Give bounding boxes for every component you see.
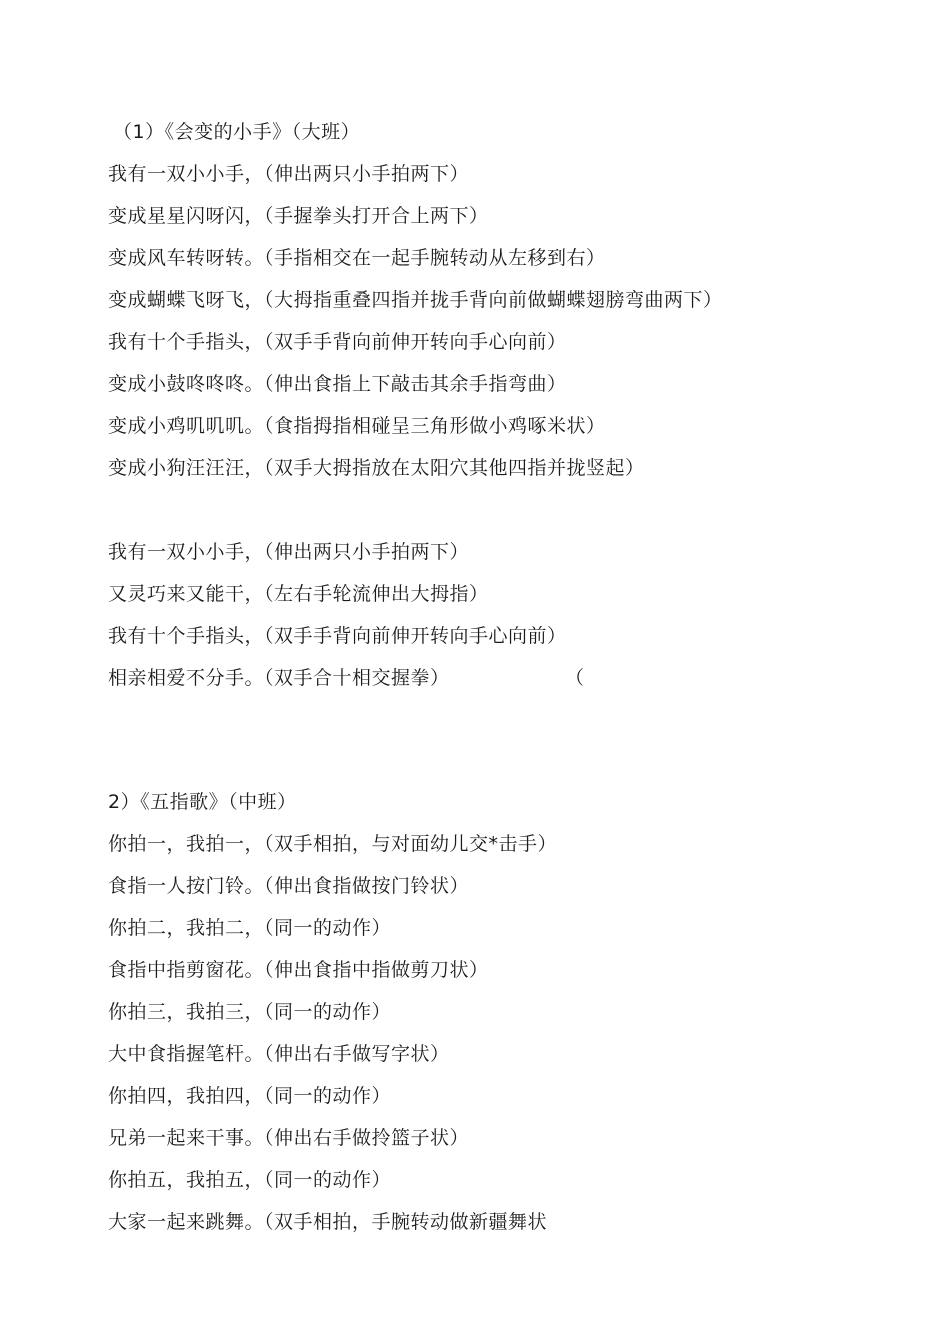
section2-line-7: 你拍四，我拍四，（同一的动作） (108, 1085, 392, 1107)
section2-line-10: 大家一起来跳舞。（双手相拍，手腕转动做新疆舞状 (108, 1211, 548, 1233)
section1-verse1-line-4: 变成蝴蝶飞呀飞，（大拇指重叠四指并拢手背向前做蝴蝶翅膀弯曲两下） (108, 289, 723, 311)
section1-verse1-line-6: 变成小鼓咚咚咚。（伸出食指上下敲击其余手指弯曲） (108, 373, 567, 395)
section2-line-5: 你拍三，我拍三，（同一的动作） (108, 1001, 392, 1023)
section1-verse1-line-8: 变成小狗汪汪汪，（双手大拇指放在太阳穴其他四指并拢竖起） (108, 457, 645, 479)
section1-verse2-line-2: 又灵巧来又能干，（左右手轮流伸出大拇指） (108, 583, 489, 605)
section2-line-1: 你拍一，我拍一，（双手相拍，与对面幼儿交*击手） (108, 833, 558, 855)
section1-verse1-line-5: 我有十个手指头，（双手手背向前伸开转向手心向前） (108, 331, 567, 353)
section1-verse2-line-3: 我有十个手指头，（双手手背向前伸开转向手心向前） (108, 625, 567, 647)
section1-verse1-line-2: 变成星星闪呀闪，（手握拳头打开合上两下） (108, 205, 489, 227)
section1-verse1-line-1: 我有一双小小手，（伸出两只小手拍两下） (108, 163, 470, 185)
section2-line-3: 你拍二，我拍二，（同一的动作） (108, 917, 392, 939)
section1-title: （1）《会变的小手》（大班） (113, 121, 361, 143)
section2-line-8: 兄弟一起来干事。（伸出右手做拎篮子状） (108, 1127, 470, 1149)
section2-line-9: 你拍五，我拍五，（同一的动作） (108, 1169, 392, 1191)
stray-bracket: （ (565, 667, 585, 689)
section2-line-2: 食指一人按门铃。（伸出食指做按门铃状） (108, 875, 470, 897)
section2-line-4: 食指中指剪窗花。（伸出食指中指做剪刀状） (108, 959, 489, 981)
section2-title: 2）《五指歌》（中班） (108, 791, 297, 813)
section1-verse2-line-4: 相亲相爱不分手。（双手合十相交握拳） (108, 667, 450, 689)
section2-line-6: 大中食指握笔杆。（伸出右手做写字状） (108, 1043, 450, 1065)
section1-verse1-line-3: 变成风车转呀转。（手指相交在一起手腕转动从左移到右） (108, 247, 606, 269)
section1-verse2-line-1: 我有一双小小手，（伸出两只小手拍两下） (108, 541, 470, 563)
section1-verse1-line-7: 变成小鸡叽叽叽。（食指拇指相碰呈三角形做小鸡啄米状） (108, 415, 606, 437)
